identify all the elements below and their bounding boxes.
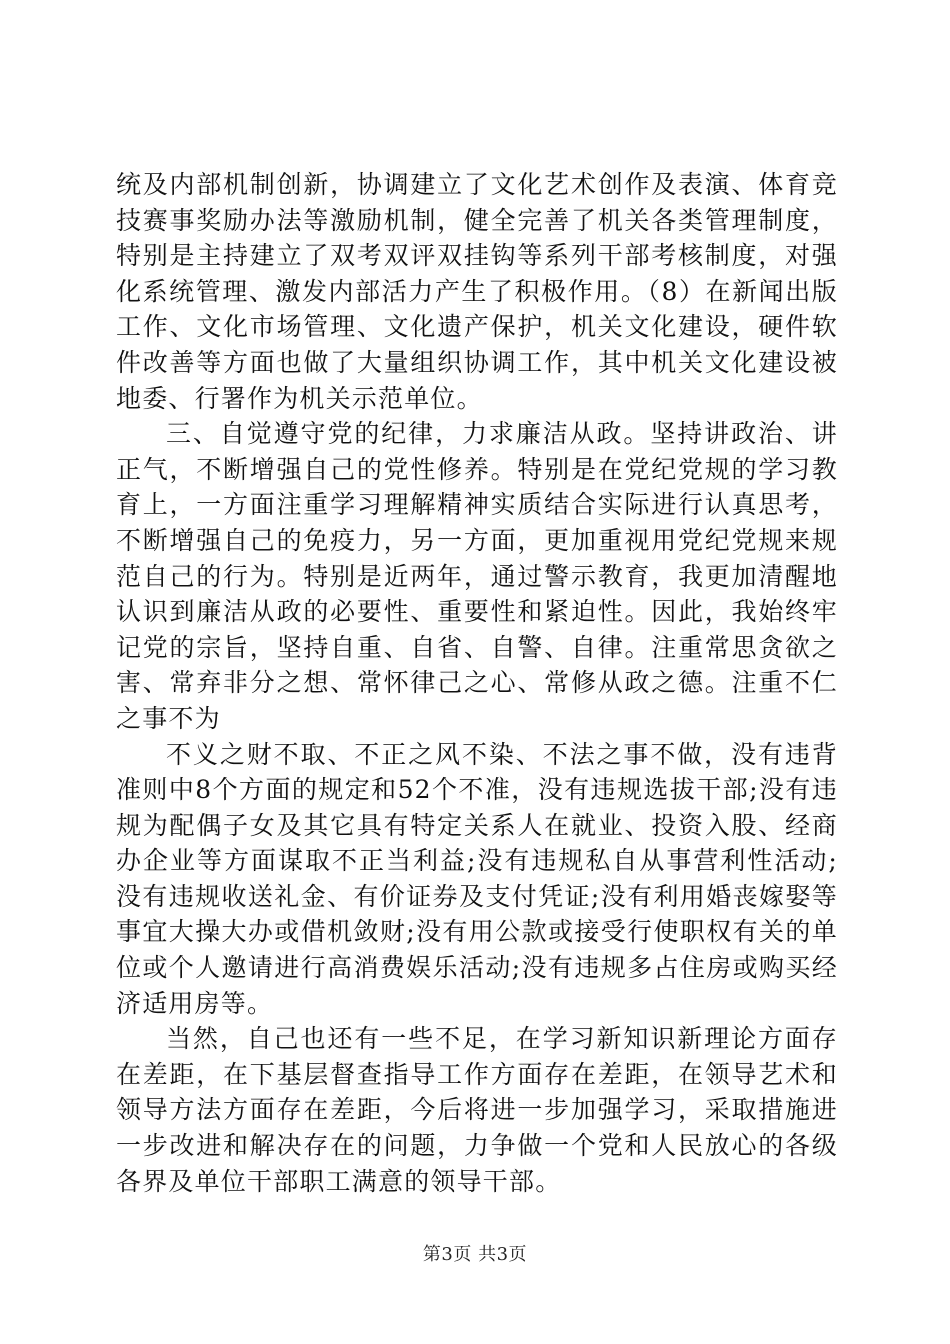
paragraph-2: 三、自觉遵守党的纪律，力求廉洁从政。坚持讲政治、讲正气，不断增强自己的党性修养。特别是在党纪党规的学习教育上，一方面注重学习理解精神实质结合实际进行认真思考，不断增强自己的免疫力，另一方面，更加重视用党纪党规来规范自己的行为。特别是近两年，通过警示教育，我更加清醒地认识到廉洁从政的必要性、重要性和紧迫性。因此，我始终牢记党的宗旨，坚持自重、自省、自警、自律。注重常思贪欲之害、常弃非分之想、常怀律己之心、常修从政之德。注重不仁之事不为: [116, 419, 838, 733]
paragraph-1: 统及内部机制创新，协调建立了文化艺术创作及表演、体育竞技赛事奖励办法等激励机制，健全完善了机关各类管理制度，特别是主持建立了双考双评双挂钩等系列干部考核制度，对强化系统管理、激发内部活力产生了积极作用。（8）在新闻出版工作、文化市场管理、文化遗产保护，机关文化建设，硬件软件改善等方面也做了大量组织协调工作，其中机关文化建设被地委、行署作为机关示范单位。: [116, 170, 838, 413]
paragraph-3: 不义之财不取、不正之风不染、不法之事不做，没有违背准则中8个方面的规定和52个不准，没有违规选拔干部;没有违规为配偶子女及其它具有特定关系人在就业、投资入股、经商办企业等方面谋取不正当利益;没有违规私自从事营利性活动;没有违规收送礼金、有价证券及支付凭证;没有利用婚丧嫁娶等事宜大操大办或借机敛财;没有用公款或接受行使职权有关的单位或个人邀请进行高消费娱乐活动;没有违规多占住房或购买经济适用房等。: [116, 739, 838, 1018]
paragraph-4: 当然，自己也还有一些不足，在学习新知识新理论方面存在差距，在下基层督查指导工作方面存在差距，在领导艺术和领导方法方面存在差距，今后将进一步加强学习，采取措施进一步改进和解决存在的问题，力争做一个党和人民放心的各级各界及单位干部职工满意的领导干部。: [116, 1024, 838, 1196]
body-text: [116, 167, 838, 1199]
page-footer: 第3页 共3页: [422, 1244, 528, 1265]
